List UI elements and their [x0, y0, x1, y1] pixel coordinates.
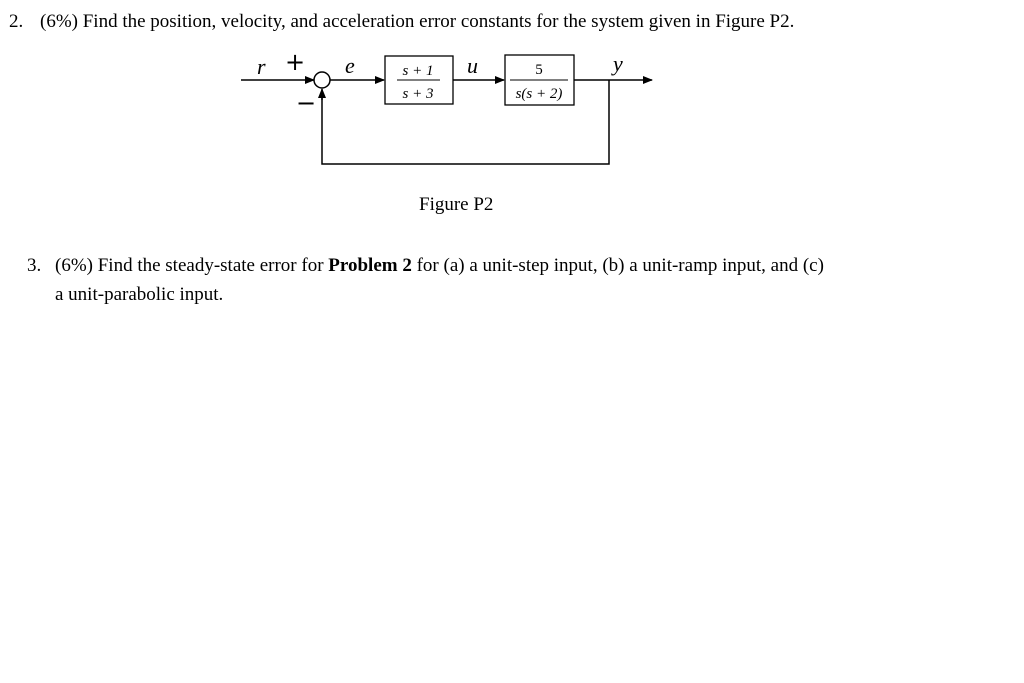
signal-r-label: r: [257, 54, 266, 79]
plant-denominator: s(s + 2): [515, 86, 563, 102]
controller-denominator: s + 3: [402, 86, 434, 102]
signal-y-label: y: [613, 51, 623, 76]
controller-numerator: s + 1: [402, 63, 434, 79]
question-3: [27, 255, 824, 277]
question-3-bold: Problem 2: [328, 255, 412, 276]
minus-sign: −: [296, 89, 317, 117]
summing-junction: [314, 72, 330, 88]
question-2-number: 2.: [9, 11, 24, 32]
question-3-text-before: (6%) Find the steady-state error for: [55, 255, 329, 276]
plus-sign: +: [285, 48, 306, 76]
plant-numerator: 5: [535, 62, 543, 78]
question-3-text-after: for (a) a unit-step input, (b) a unit-ramp input, and (c): [411, 255, 824, 276]
question-3-number: 3.: [27, 255, 42, 276]
signal-u-label: u: [467, 53, 478, 78]
figure-caption: Figure P2: [419, 194, 494, 215]
question-3-line-2: a unit-parabolic input.: [55, 284, 224, 305]
question-2-text: (6%) Find the position, velocity, and acceleration error constants for the system given in Figure P2.: [40, 11, 795, 32]
signal-e-label: e: [345, 53, 355, 78]
